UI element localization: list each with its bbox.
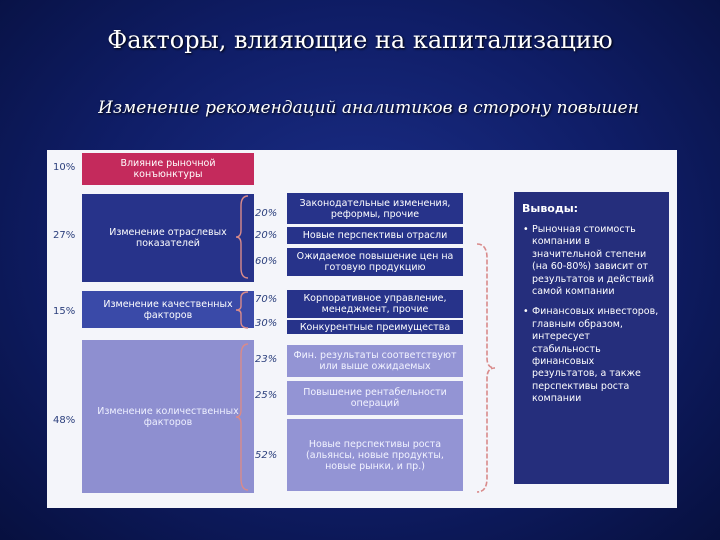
category-share-quantitative: 48% [53,415,76,426]
brace-conclusions [475,242,497,494]
subfactor-share-5: 30% [255,318,278,329]
brace-industry [235,194,249,280]
subfactor-share-2: 20% [255,230,278,241]
subfactor-share-4: 70% [255,294,278,305]
category-share-industry: 27% [53,230,76,241]
factors-diagram [47,150,677,508]
category-qualitative: Изменение качественных факторов [82,291,254,328]
category-industry: Изменение отраслевых показателей [82,194,254,282]
subfactor-industry-prospects: Новые перспективы отрасли [287,227,463,244]
conclusion-item: • Финансовых инвесторов, главным образом, интересует стабильность финансовых результатов, а также перспективы роста компании [532,306,661,405]
slide-title: Факторы, влияющие на капитализацию [107,26,613,54]
subfactor-growth-prospects: Новые перспективы роста (альянсы, новые продукты, новые рынки, и пр.) [287,419,463,491]
subfactor-legislation: Законодательные изменения, реформы, прочие [287,193,463,224]
subfactor-share-3: 60% [255,256,278,267]
brace-qualitative [235,290,249,330]
category-share-qualitative: 15% [53,306,76,317]
subfactor-price-increase: Ожидаемое повышение цен на готовую продукцию [287,248,463,276]
subfactor-corporate-governance: Корпоративное управление, менеджмент, прочие [287,290,463,318]
subfactor-profitability: Повышение рентабельности операций [287,381,463,415]
category-share-market: 10% [53,162,76,173]
brace-quantitative [235,342,249,492]
category-market: Влияние рыночной конъюнктуры [82,153,254,185]
category-quantitative: Изменение количественных факторов [82,340,254,493]
slide-subtitle: Изменение рекомендаций аналитиков в сторону повышен [98,98,639,118]
subfactor-share-8: 52% [255,450,278,461]
subfactor-financial-results: Фин. результаты соответствуют или выше ожидаемых [287,345,463,377]
conclusions-title: Выводы: [522,202,579,215]
subfactor-competitive-advantages: Конкурентные преимущества [287,320,463,334]
conclusions-list [522,224,661,406]
conclusions-box [514,192,669,484]
subfactor-share-6: 23% [255,354,278,365]
conclusion-item: • Рыночная стоимость компании в значительной степени (на 60-80%) зависит от результатов и действий самой компании [532,224,661,298]
subfactor-share-1: 20% [255,208,278,219]
subfactor-share-7: 25% [255,390,278,401]
